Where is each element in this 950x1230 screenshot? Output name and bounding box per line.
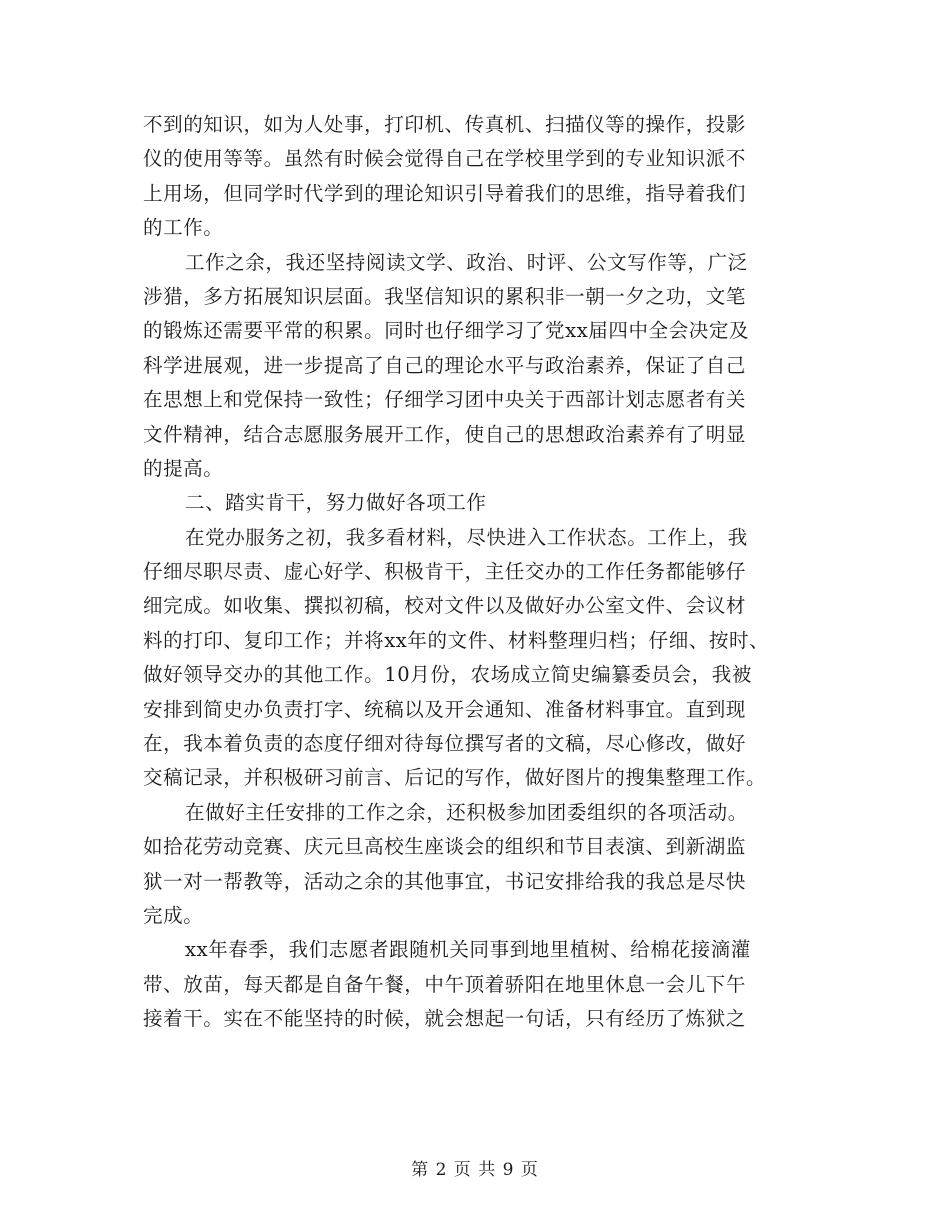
text-line: 仔细尽职尽责、虚心好学、积极肯干，主任交办的工作任务都能够仔	[143, 560, 747, 584]
text-line: 带、放苗，每天都是自备午餐，中午顶着骄阳在地里休息一会儿下午	[143, 972, 747, 996]
text-line: 料的打印、复印工作；并将xx年的文件、材料整理归档；仔细、按时、	[143, 628, 770, 652]
text-line: 不到的知识，如为人处事，打印机、传真机、扫描仪等的操作，投影	[143, 113, 747, 136]
text-line: 交稿记录，并积极研习前言、后记的写作，做好图片的搜集整理工作。	[143, 766, 767, 790]
text-line: 的锻炼还需要平常的积累。同时也仔细学习了党xx届四中全会决定及	[143, 319, 750, 343]
text-line: 如拾花劳动竞赛、庆元旦高校生座谈会的组织和节目表演、到新湖监	[143, 835, 747, 859]
paragraph-first-line: 在党办服务之初，我多看材料，尽快进入工作状态。工作上，我	[185, 525, 748, 549]
text-line: 在思想上和党保持一致性；仔细学习团中央关于西部计划志愿者有关	[143, 388, 747, 412]
text-line: 细完成。如收集、撰拟初稿，校对文件以及做好办公室文件、会议材	[143, 594, 747, 618]
text-line: 文件精神，结合志愿服务展开工作，使自己的思想政治素养有了明显	[143, 422, 747, 446]
text-line: 做好领导交办的其他工作。10月份，农场成立简史编纂委员会，我被	[143, 663, 752, 687]
paragraph-first-line: xx年春季，我们志愿者跟随机关同事到地里植树、给棉花接滴灌	[185, 938, 751, 962]
text-line: 涉猎，多方拓展知识层面。我坚信知识的累积非一朝一夕之功，文笔	[143, 284, 747, 308]
text-line: 上用场，但同学时代学到的理论知识引导着我们的思维，指导着我们	[143, 181, 747, 205]
text-line: 接着干。实在不能坚持的时候，就会想起一句话，只有经历了炼狱之	[143, 1007, 747, 1031]
page-number-footer: 第 2 页 共 9 页	[411, 1160, 539, 1180]
text-line: 的工作。	[143, 216, 224, 240]
text-line: 仪的使用等等。虽然有时候会觉得自己在学校里学到的专业知识派不	[143, 147, 747, 171]
paragraph-first-line: 在做好主任安排的工作之余，还积极参加团委组织的各项活动。	[185, 800, 748, 824]
paragraph-first-line: 工作之余，我还坚持阅读文学、政治、时评、公文写作等，广泛	[185, 250, 748, 274]
text-line: 安排到简史办负责打字、统稿以及开会通知、准备材料事宜。直到现	[143, 697, 747, 721]
text-line: 在，我本着负责的态度仔细对待每位撰写者的文稿，尽心修改，做好	[143, 732, 747, 756]
text-line: 完成。	[143, 903, 204, 927]
section-heading: 二、踏实肯干，努力做好各项工作	[185, 491, 487, 515]
text-line: 的提高。	[143, 456, 224, 480]
text-line: 科学进展观，进一步提高了自己的理论水平与政治素养，保证了自己	[143, 353, 747, 377]
text-line: 狱一对一帮教等，活动之余的其他事宜，书记安排给我的我总是尽快	[143, 869, 747, 893]
document-body	[143, 108, 813, 1037]
